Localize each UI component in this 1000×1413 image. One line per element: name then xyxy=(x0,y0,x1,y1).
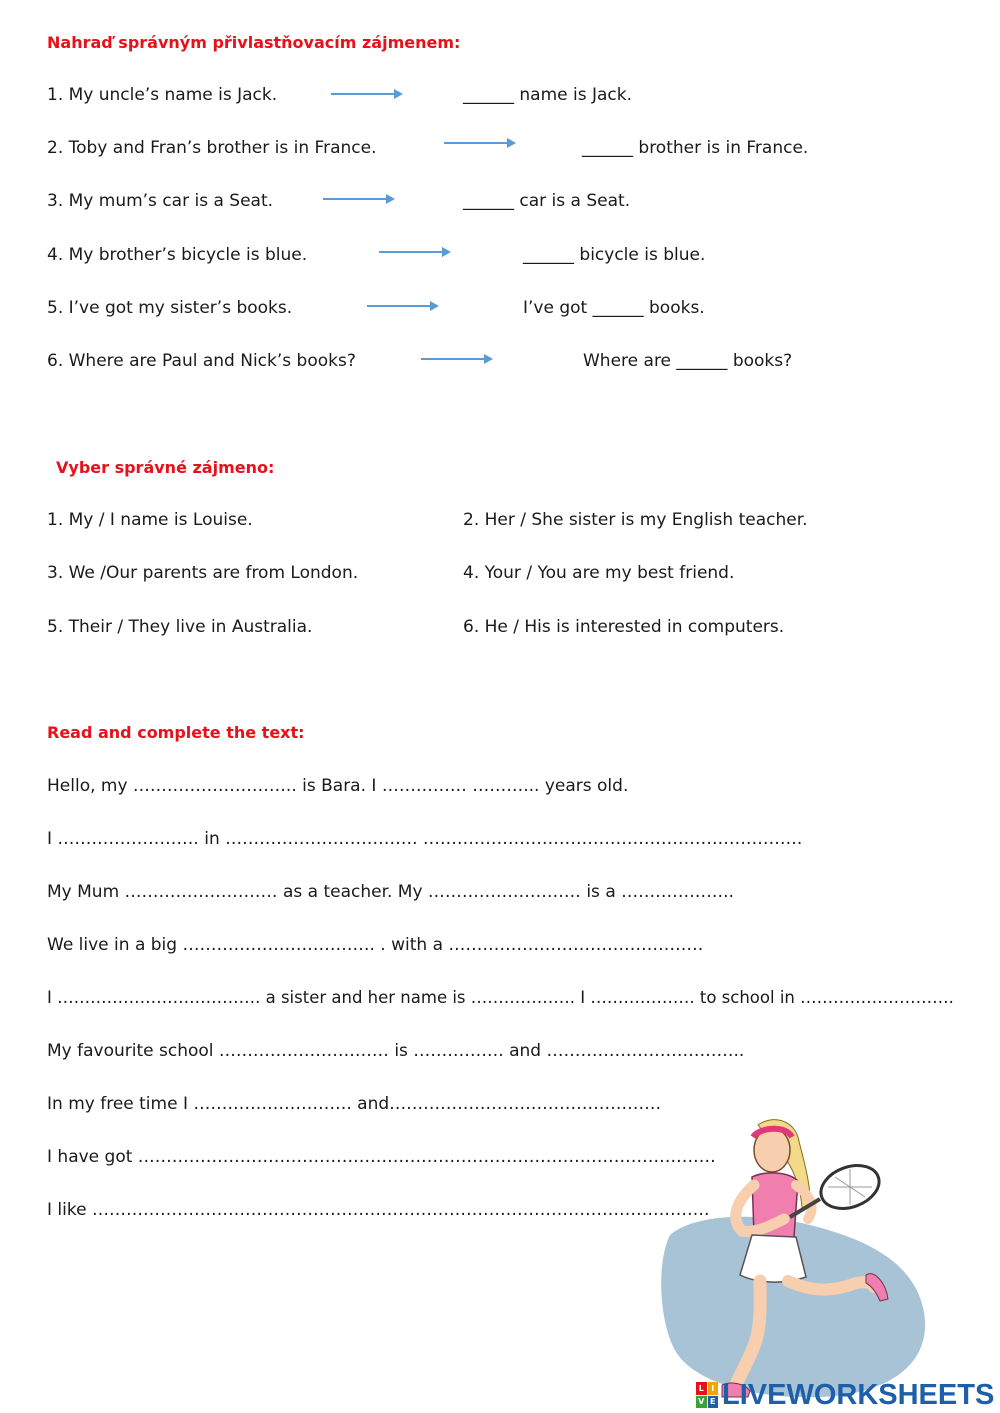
s1-item-5-left: 5. I’ve got my sister’s books. xyxy=(47,298,293,318)
s1-item-5-right: I’ve got ______ books. xyxy=(523,298,705,318)
tennis-player-icon xyxy=(660,1115,930,1400)
s1-item-3-left: 3. My mum’s car is a Seat. xyxy=(47,191,274,211)
arrow-right-icon xyxy=(330,86,404,102)
s3-line-5: I ………………………………. a sister and her name is ………………. I ………………. to school in ………………………. xyxy=(47,988,954,1007)
s3-line-9: I like ………………………………………………………………………………………………. xyxy=(47,1200,710,1220)
s2-item-5: 5. Their / They live in Australia. xyxy=(47,617,313,637)
arrow-right-icon xyxy=(366,298,440,314)
s3-line-3: My Mum ……………………… as a teacher. My ……………………… is a ……………….. xyxy=(47,882,734,902)
arrow-right-icon xyxy=(378,244,452,260)
logo-text: LIVEWORKSHEETS xyxy=(722,1378,995,1411)
s3-line-8: I have got ………………………………………………………………………………………… xyxy=(47,1147,716,1167)
s2-item-2: 2. Her / She sister is my English teacher. xyxy=(463,510,808,530)
s3-line-6: My favourite school ………………………… is ……………. and …………………………….. xyxy=(47,1041,745,1061)
s3-line-4: We live in a big ……………………………. . with a ……………………………………… xyxy=(47,935,704,955)
s2-item-6: 6. He / His is interested in computers. xyxy=(463,617,785,637)
s1-item-4-left: 4. My brother’s bicycle is blue. xyxy=(47,245,308,265)
s1-item-6-left: 6. Where are Paul and Nick’s books? xyxy=(47,351,356,371)
logo-badge-letter: I xyxy=(708,1382,719,1395)
s1-item-1-right: ______ name is Jack. xyxy=(463,85,633,105)
logo-badge-letter: L xyxy=(696,1382,707,1395)
s2-item-3: 3. We /Our parents are from London. xyxy=(47,563,359,583)
s2-item-4: 4. Your / You are my best friend. xyxy=(463,563,735,583)
s1-item-4-right: ______ bicycle is blue. xyxy=(523,245,706,265)
section3-heading: Read and complete the text: xyxy=(47,723,305,742)
s2-item-1: 1. My / I name is Louise. xyxy=(47,510,253,530)
s1-item-1-left: 1. My uncle’s name is Jack. xyxy=(47,85,278,105)
s1-item-3-right: ______ car is a Seat. xyxy=(463,191,631,211)
s3-line-2: I ……………………. in ……………………………. …………………………………………………………. xyxy=(47,829,803,849)
arrow-right-icon xyxy=(420,351,494,367)
arrow-right-icon xyxy=(443,135,517,151)
s1-item-2-right: ______ brother is in France. xyxy=(582,138,809,158)
s3-line-1: Hello, my ……………………….. is Bara. I …………… ………... years old. xyxy=(47,776,629,796)
arrow-right-icon xyxy=(322,191,396,207)
liveworksheets-logo xyxy=(696,1378,994,1412)
logo-badge-icon xyxy=(696,1382,718,1408)
logo-badge-letter: E xyxy=(708,1396,719,1409)
s1-item-2-left: 2. Toby and Fran’s brother is in France. xyxy=(47,138,377,158)
section2-heading: Vyber správné zájmeno: xyxy=(56,458,275,477)
logo-badge-letter: V xyxy=(696,1396,707,1409)
s3-line-7: In my free time I ………………………. and………………………………………… xyxy=(47,1094,662,1114)
section1-heading: Nahraď správným přivlastňovacím zájmenem: xyxy=(47,33,461,52)
s1-item-6-right: Where are ______ books? xyxy=(583,351,793,371)
